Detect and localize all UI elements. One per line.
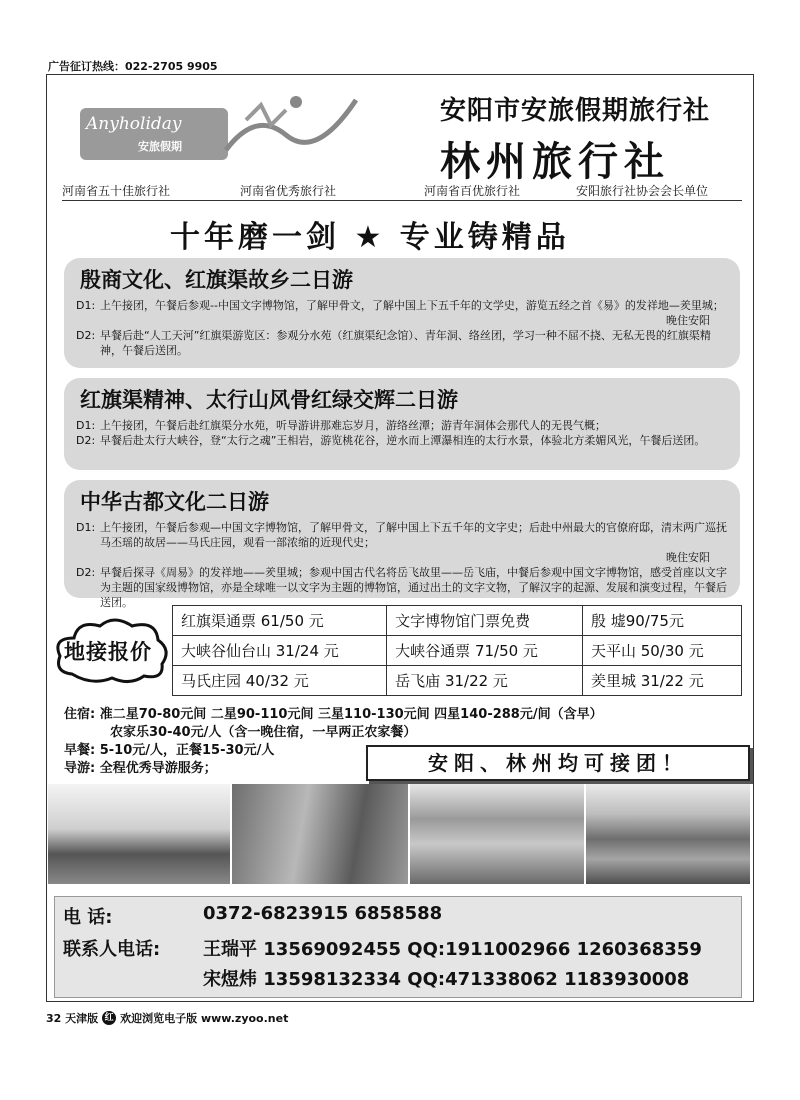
- price-cell: 岳飞庙 31/22 元: [387, 666, 583, 696]
- price-cell: 殷 墟90/75元: [582, 606, 741, 636]
- page-footer: [46, 1010, 288, 1026]
- phone-label: 电 话:: [63, 907, 113, 928]
- price-cell: 羑里城 31/22 元: [582, 666, 741, 696]
- itinerary-day: D1: 上午接团，午餐后参观—中国文字博物馆，了解甲骨文，了解中国上下五千年的文字史；后赴中州最大的官僚府邸，清末两广巡抚马丕瑶的故居——马氏庄园，观看一部浓缩的近现代史；: [76, 521, 727, 549]
- lodging-line-2: 农家乐30-40元/人（含一晚住宿，一早两正农家餐）: [110, 725, 417, 740]
- price-cell: 红旗渠通票 61/50 元: [173, 606, 387, 636]
- itinerary-day: D2: 早餐后探寻《周易》的发祥地——羑里城；参观中国古代名将岳飞故里——岳飞庙，中餐后参观中国文字博物馆，感受首座以文字为主题的国家级博物馆，亦是全球唯一以文字为主题的博物馆，通过出土的文字文物，了解汉字的起源、发展和演变过程，午餐后送团。: [76, 566, 727, 609]
- honors-bar: [62, 182, 742, 201]
- tour-title: 殷商文化、红旗渠故乡二日游: [80, 268, 353, 292]
- banner: 安阳、林州均可接团！: [366, 745, 750, 781]
- itinerary-day: D1: 上午接团，午餐后参观--中国文字博物馆，了解甲骨文，了解中国上下五千年的文学史，游览五经之首《易》的发祥地—羑里城；: [76, 299, 724, 312]
- logo-chinese: 安旅假期: [138, 140, 182, 153]
- price-cell: 天平山 50/30 元: [582, 636, 741, 666]
- contact-person-2: 宋煜炜 13598132334 QQ:471338062 1183930008: [203, 969, 690, 990]
- agency-name: 安阳市安旅假期旅行社: [440, 96, 711, 126]
- meals-line: 早餐: 5-10元/人，正餐15-30元/人: [64, 743, 275, 758]
- page-number: 32 天津版: [46, 1012, 99, 1025]
- price-cell: 马氏庄园 40/32 元: [173, 666, 387, 696]
- price-table: [172, 605, 742, 696]
- tour-card-1: [64, 258, 740, 368]
- tour-title: 红旗渠精神、太行山风骨红绿交辉二日游: [80, 388, 458, 412]
- tour-title: 中华古都文化二日游: [80, 490, 269, 514]
- tour-card-2: [64, 378, 740, 470]
- guide-line: 导游: 全程优秀导游服务；: [64, 761, 217, 776]
- contact-box: [54, 896, 742, 998]
- price-label: 地接报价: [64, 640, 152, 664]
- company-logo: [80, 108, 228, 160]
- phone-numbers: 0372-6823915 6858588: [203, 903, 443, 924]
- table-row: [173, 606, 742, 636]
- honor-3: 河南省百优旅行社: [424, 184, 521, 198]
- lodging-line: 住宿: 准二星70-80元间 二星90-110元间 三星110-130元间 四星140-288元/间（含早）: [64, 707, 603, 722]
- logo-english: Anyholiday: [86, 114, 182, 134]
- table-row: [173, 636, 742, 666]
- contact-person-1: 王瑞平 13569092455 QQ:1911002966 1260368359: [203, 939, 702, 960]
- photo-lake: [586, 784, 750, 884]
- itinerary-day: D2: 早餐后赴太行大峡谷，登“太行之魂”王相岩，游览桃花谷，逆水而上潭瀑相连的太行水景，体验北方柔媚风光，午餐后送团。: [76, 434, 706, 447]
- photo-cliff: [232, 784, 408, 884]
- price-cell: 大峡谷仙台山 31/24 元: [173, 636, 387, 666]
- ad-hotline: 广告征订热线：022-2705 9905: [48, 60, 218, 73]
- honor-2: 河南省优秀旅行社: [240, 184, 337, 198]
- footer-text: 欢迎浏览电子版 www.zyoo.net: [120, 1012, 289, 1025]
- price-cell: 大峡谷通票 71/50 元: [387, 636, 583, 666]
- agency-name-calligraphy: 林州旅行社: [440, 138, 670, 185]
- contact-label: 联系人电话:: [63, 939, 161, 960]
- price-cell: 文字博物馆门票免费: [387, 606, 583, 636]
- photo-building: [48, 784, 230, 884]
- red-badge-icon: 红: [102, 1011, 116, 1025]
- itinerary-day: D1: 上午接团，午餐后赴红旗渠分水苑，听导游讲那难忘岁月，游络丝潭；游青年洞体会那代人的无畏气概；: [76, 419, 606, 432]
- photo-waterfall: [410, 784, 584, 884]
- table-row: [173, 666, 742, 696]
- slogan: 十年磨一剑 ★ 专业铸精品: [170, 220, 570, 255]
- tour-card-3: [64, 480, 740, 609]
- runner-swoosh-icon: [216, 90, 366, 160]
- honor-1: 河南省五十佳旅行社: [62, 184, 171, 198]
- itinerary-note: 晚住安阳: [666, 551, 710, 564]
- itinerary-note: 晚住安阳: [666, 314, 710, 327]
- honor-4: 安阳旅行社协会会长单位: [576, 184, 709, 198]
- itinerary-day: D2: 早餐后赴“人工天河”红旗渠游览区：参观分水苑（红旗渠纪念馆）、青年洞、络丝团，学习一种不屈不挠、无私无畏的红旗渠精神，午餐后送团。: [76, 329, 711, 357]
